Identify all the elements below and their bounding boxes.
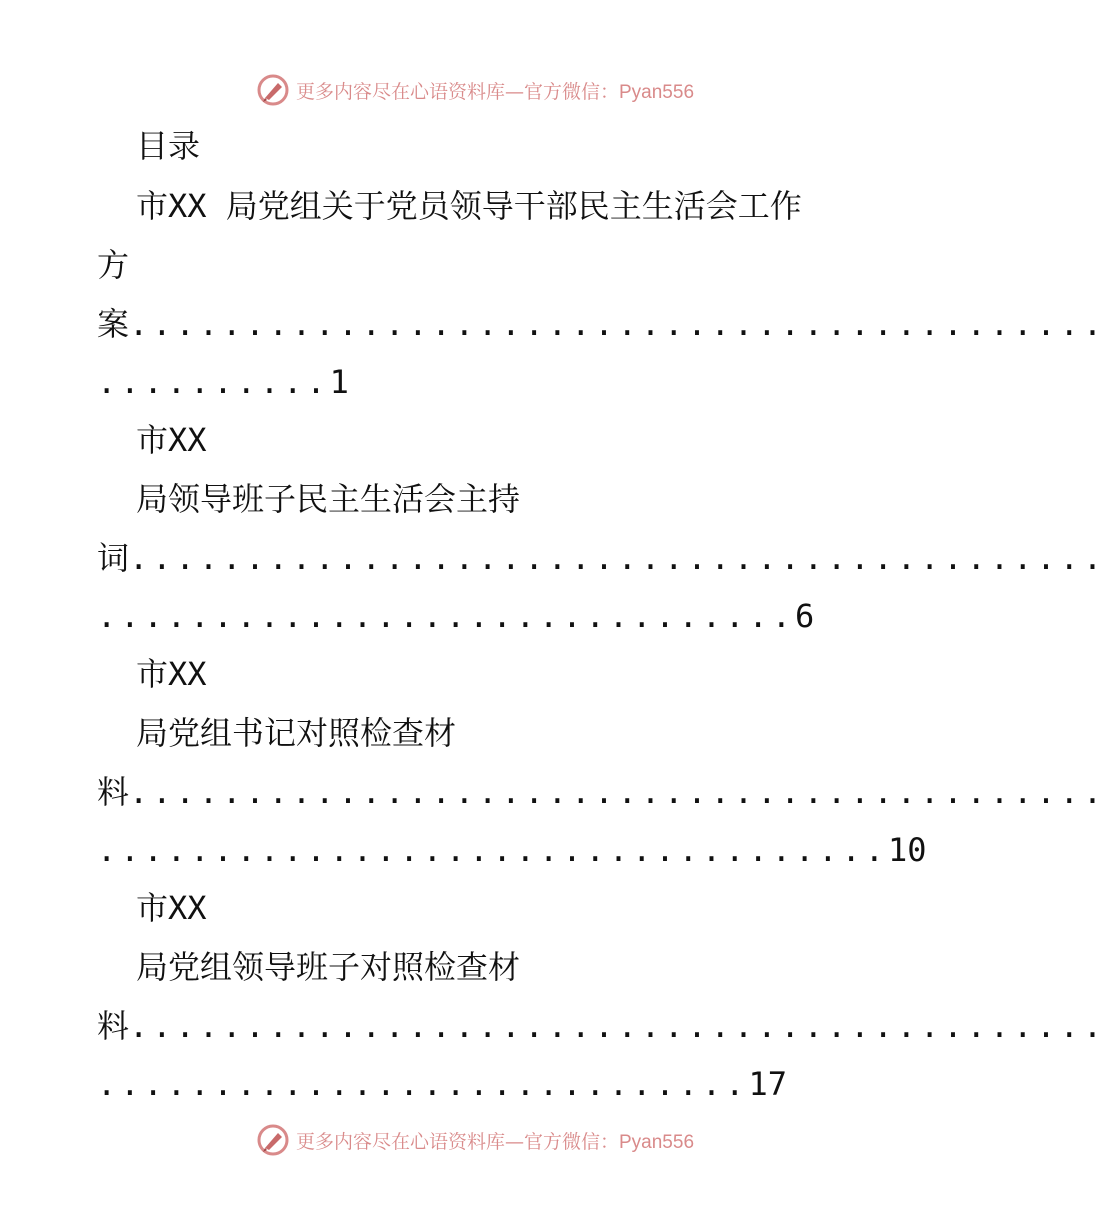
toc-entry-4-title: 市XX: [136, 889, 207, 927]
toc-heading: 目录: [136, 127, 201, 165]
pen-logo-icon: [256, 73, 290, 107]
toc-entry-1-page-line: ..........1: [97, 363, 349, 401]
toc-entry-4-page-line: ............................17: [97, 1065, 787, 1103]
watermark-text: 更多内容尽在心语资料库—官方微信：Pyan556: [295, 1130, 695, 1153]
toc-entry-3-leader: 料..........................................: [97, 773, 1106, 811]
toc-entry-3-title-cont: 局党组书记对照检查材: [136, 714, 457, 752]
toc-entry-4-leader: 料..........................................: [97, 1007, 1106, 1045]
toc-entry-1-title-cont: 方: [97, 246, 130, 284]
toc-entry-2-title-cont: 局领导班子民主生活会主持: [136, 480, 521, 518]
toc-entry-2-title: 市XX: [136, 421, 207, 459]
toc-entry-3-page: 10: [888, 831, 927, 869]
watermark-header: [0, 70, 950, 110]
toc-entry-2-page-line: ..............................6: [97, 597, 815, 635]
pen-logo-icon: [256, 1123, 290, 1157]
toc-entry-3-page-line: ..................................10: [97, 831, 927, 869]
toc-entry-2-page: 6: [794, 597, 815, 635]
toc-entry-1-leader: 案..........................................: [97, 305, 1106, 343]
watermark-footer: [0, 1120, 950, 1160]
toc-entry-3-title: 市XX: [136, 655, 207, 693]
toc-entry-4-title-cont: 局党组领导班子对照检查材: [136, 948, 521, 986]
toc-entry-2-leader: 词..........................................: [97, 539, 1106, 577]
watermark-text: 更多内容尽在心语资料库—官方微信：Pyan556: [295, 80, 695, 103]
toc-entry-4-page: 17: [748, 1065, 787, 1103]
toc-entry-1-page: 1: [329, 363, 349, 401]
toc-entry-1-title: 市XX 局党组关于党员领导干部民主生活会工作: [136, 187, 802, 225]
